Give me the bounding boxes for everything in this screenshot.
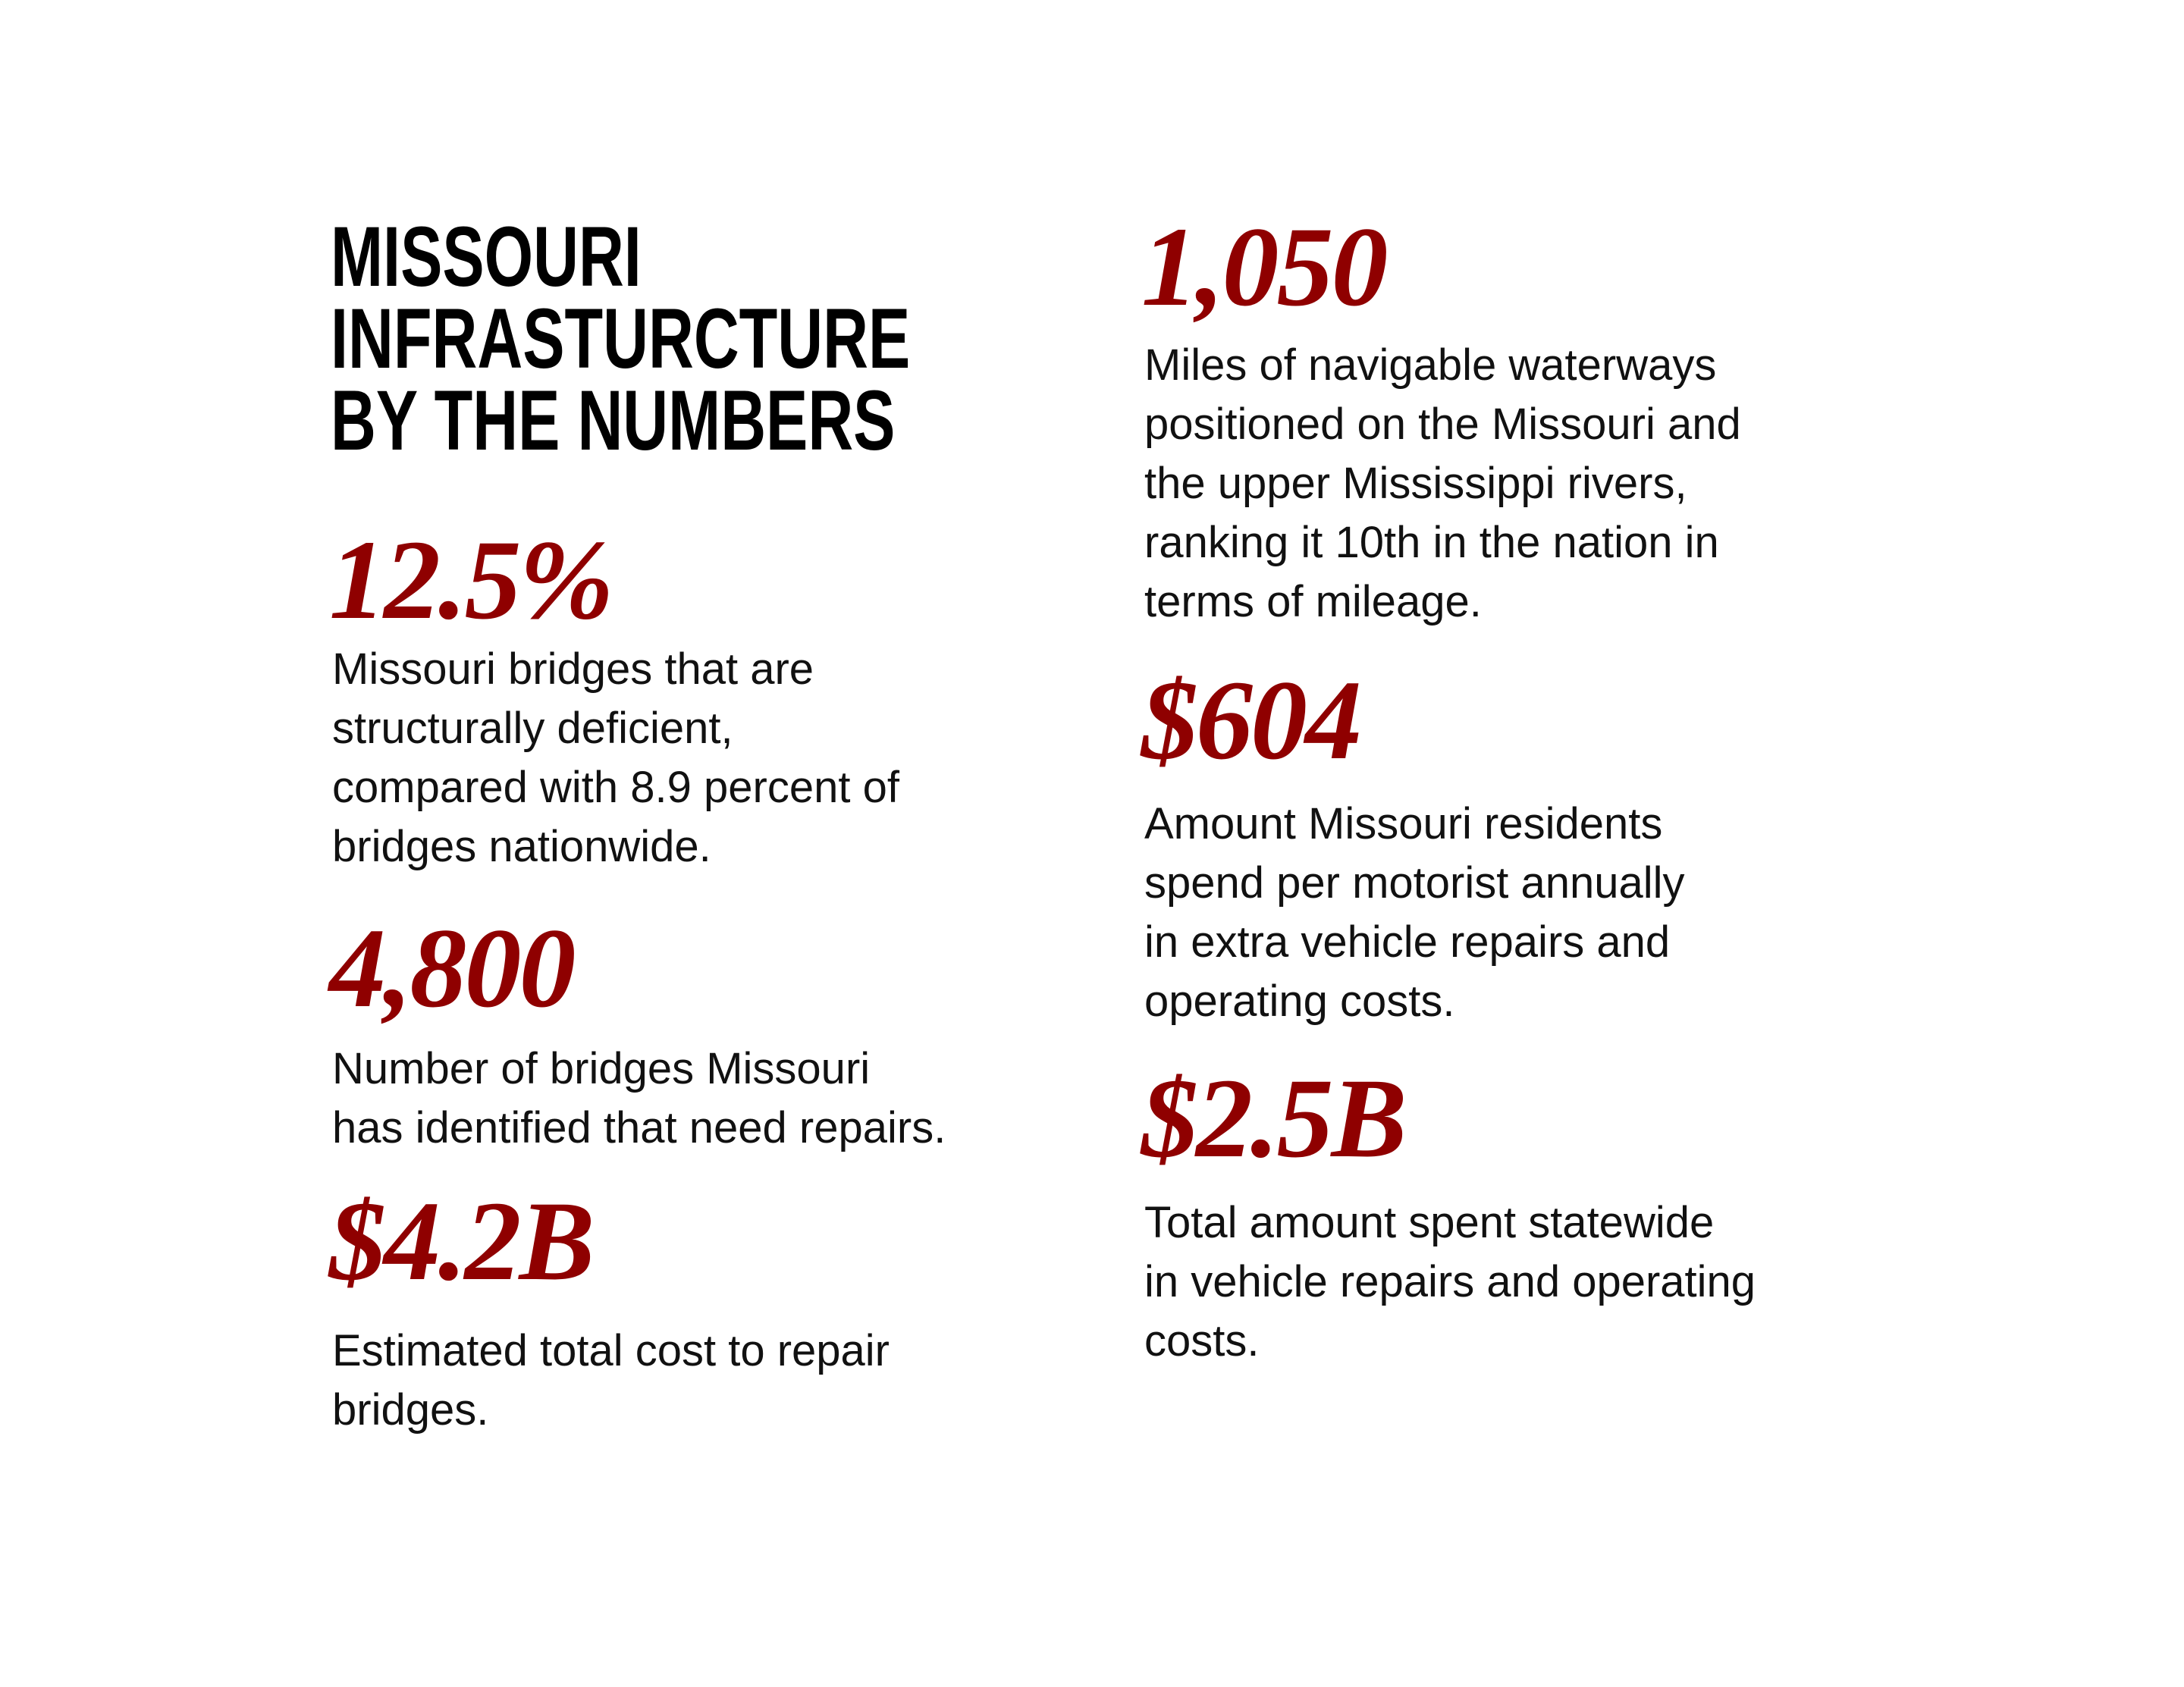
description-line: terms of mileage. bbox=[1144, 577, 1482, 626]
description-line: costs. bbox=[1144, 1316, 1260, 1366]
title-line: BY THE NUMBERS bbox=[331, 373, 896, 468]
stat-description-bridges-repair bbox=[332, 1039, 1106, 1158]
description-line: in vehicle repairs and operating bbox=[1144, 1257, 1756, 1306]
description-line: ranking it 10th in the nation in bbox=[1144, 518, 1719, 567]
description-line: Missouri bridges that are bbox=[332, 644, 814, 694]
stat-value-bridges-repair: 4,800 bbox=[329, 905, 574, 1031]
stat-value-motorist-cost: $604 bbox=[1141, 657, 1360, 783]
description-line: operating costs. bbox=[1144, 977, 1455, 1026]
description-line: structurally deficient, bbox=[332, 704, 733, 753]
stat-value-bridges-deficient: 12.5% bbox=[329, 517, 612, 643]
description-line: Number of bridges Missouri bbox=[332, 1044, 871, 1093]
description-line: Total amount spent statewide bbox=[1144, 1198, 1715, 1247]
description-line: positioned on the Missouri and bbox=[1144, 400, 1741, 449]
description-line: Estimated total cost to repair bbox=[332, 1326, 890, 1375]
stat-value-waterways: 1,050 bbox=[1141, 204, 1386, 330]
title-line: MISSOURI bbox=[331, 209, 642, 304]
description-line: Amount Missouri residents bbox=[1144, 799, 1663, 848]
description-line: bridges. bbox=[332, 1385, 489, 1435]
description-line: spend per motorist annually bbox=[1144, 858, 1685, 908]
stat-description-bridges-deficient bbox=[332, 640, 1106, 876]
title-line: INFRASTURCTURE bbox=[331, 291, 911, 386]
page-title bbox=[331, 209, 911, 468]
stat-description-motorist-cost bbox=[1144, 795, 1918, 1031]
description-line: compared with 8.9 percent of bbox=[332, 763, 899, 812]
stat-value-repair-cost: $4.2B bbox=[329, 1178, 593, 1304]
description-line: the upper Mississippi rivers, bbox=[1144, 459, 1687, 508]
stat-description-statewide-spend bbox=[1144, 1193, 1918, 1371]
description-line: Miles of navigable waterways bbox=[1144, 340, 1717, 390]
description-line: has identified that need repairs. bbox=[332, 1103, 946, 1152]
stat-description-waterways bbox=[1144, 336, 1918, 632]
description-line: in extra vehicle repairs and bbox=[1144, 917, 1671, 967]
stat-description-repair-cost bbox=[332, 1322, 1106, 1440]
description-line: bridges nationwide. bbox=[332, 822, 711, 871]
stat-value-statewide-spend: $2.5B bbox=[1141, 1055, 1405, 1181]
